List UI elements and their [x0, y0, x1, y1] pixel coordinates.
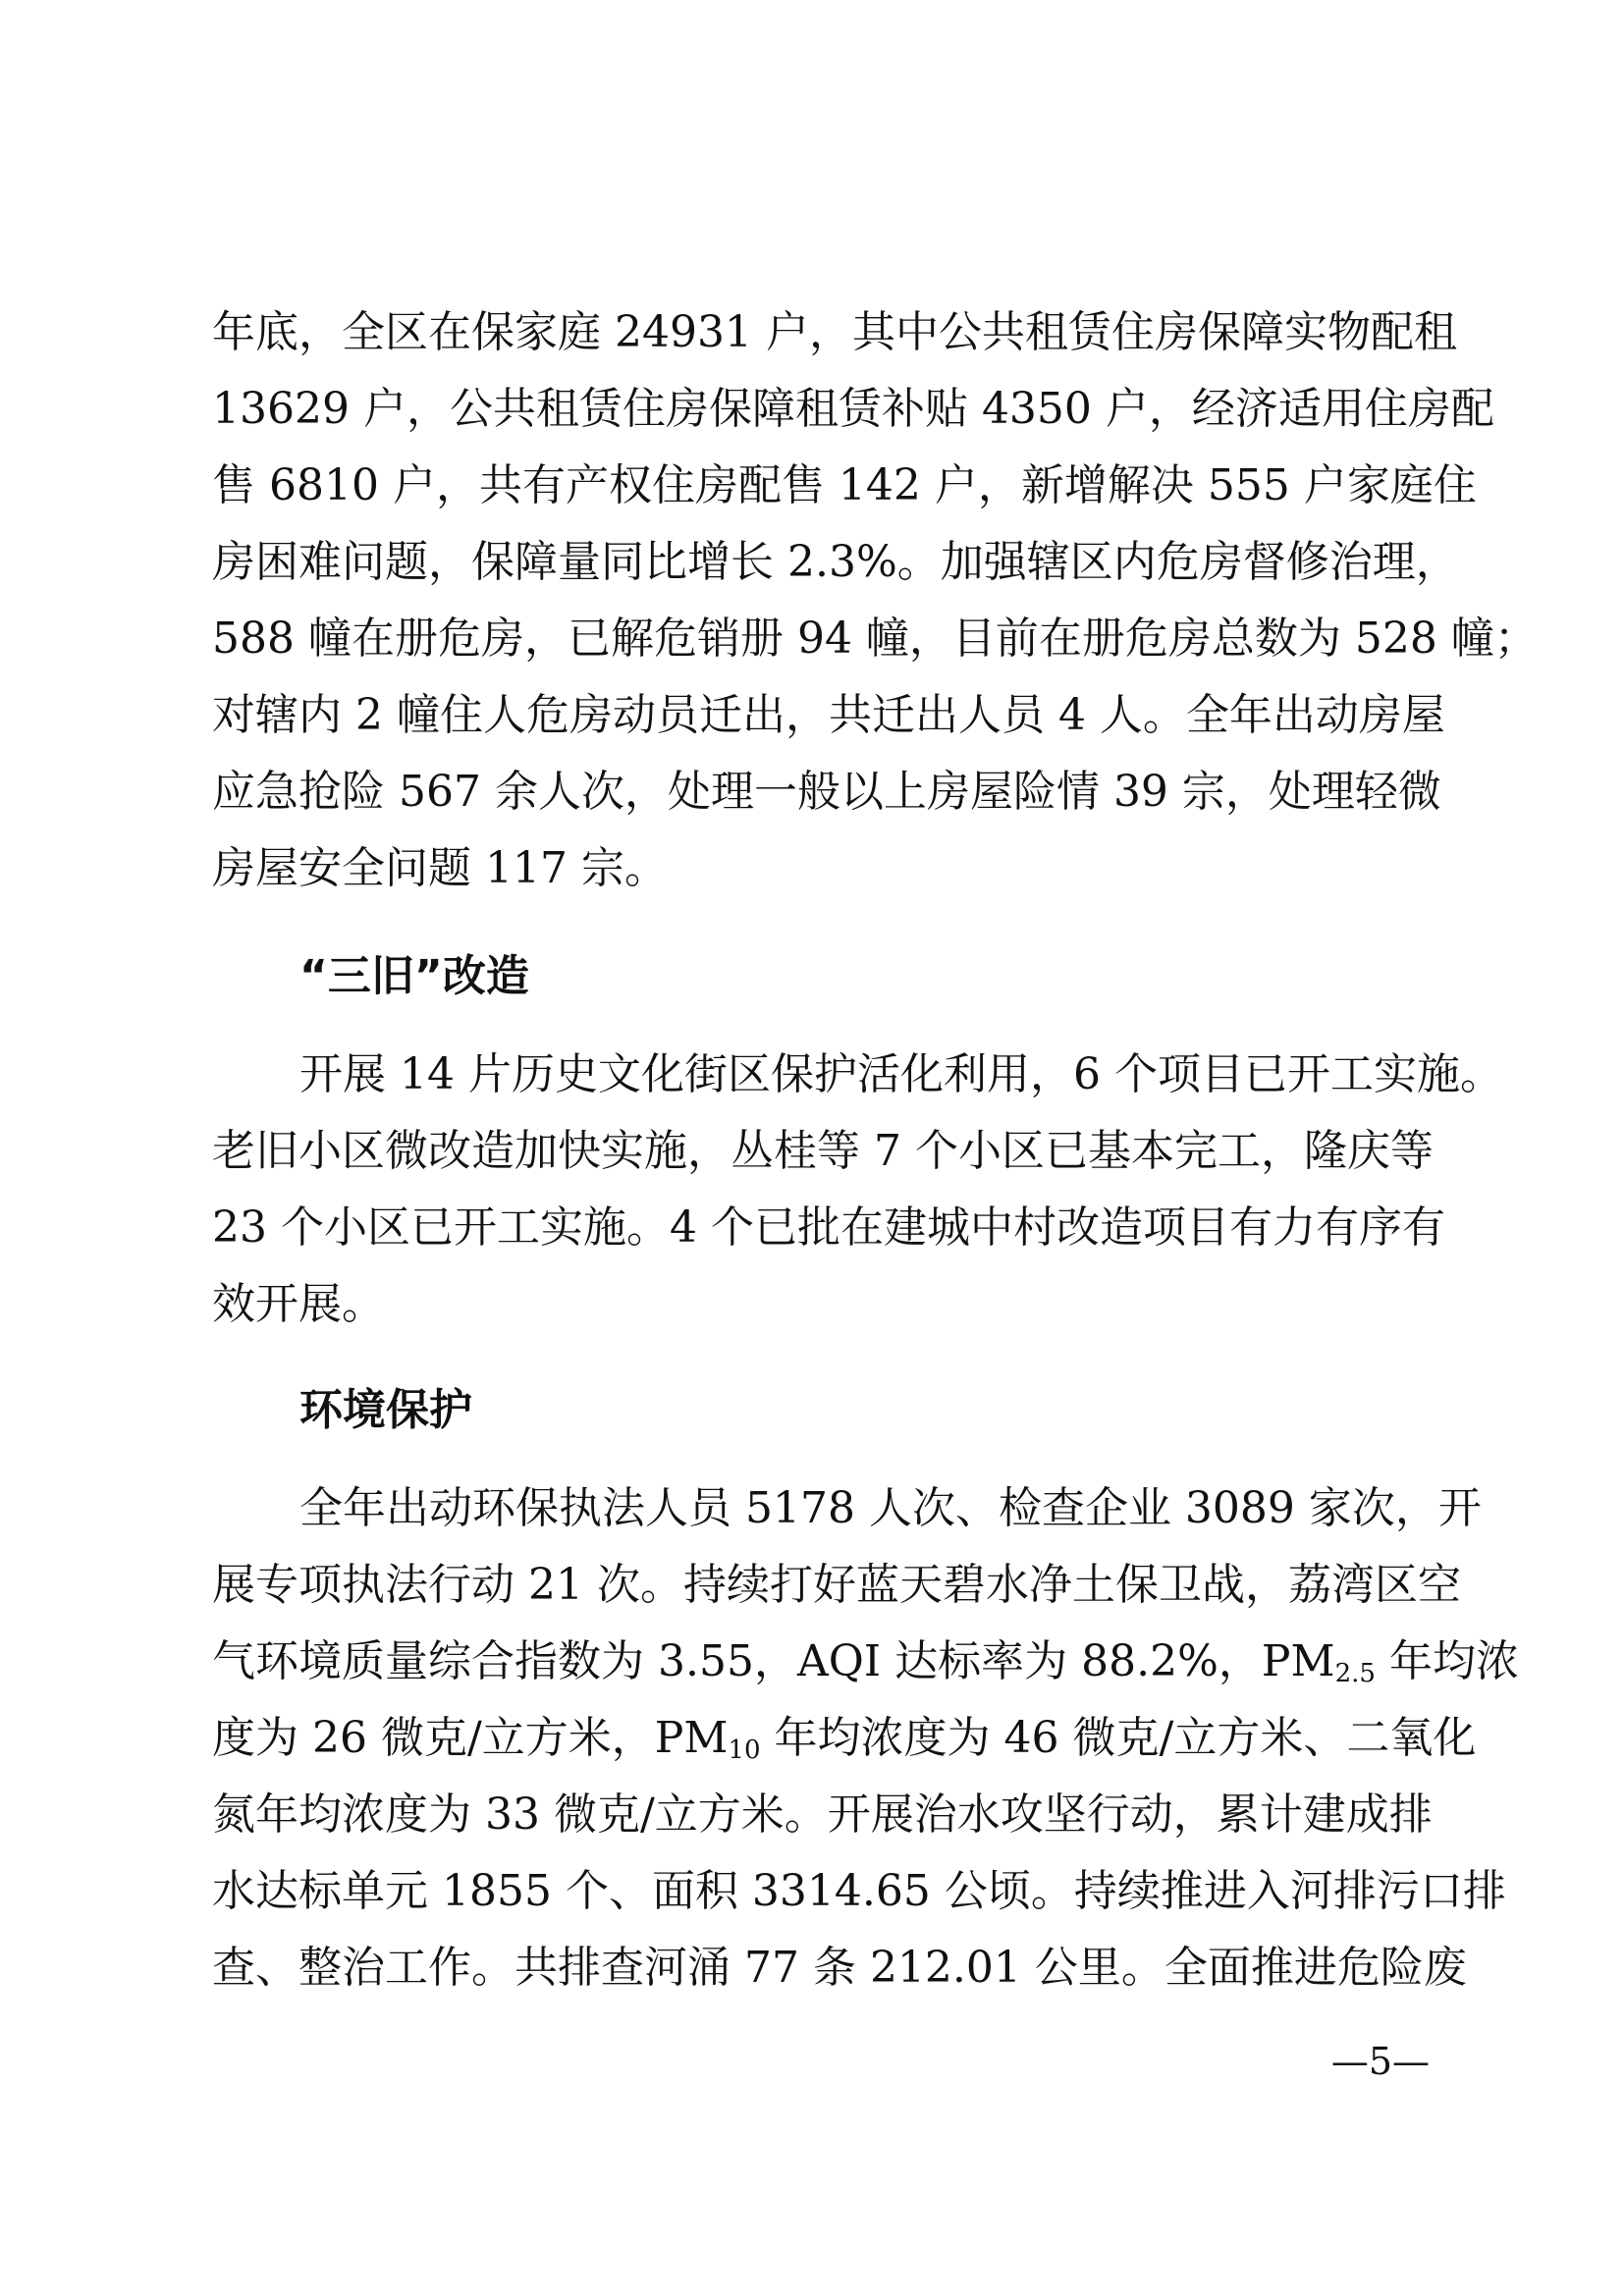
paragraph-line: 全年出动环保执法人员 5178 人次、检查企业 3089 家次，开	[299, 1483, 1482, 1533]
subscript-pm25: 2.5	[1334, 1659, 1376, 1688]
subscript-pm10: 10	[728, 1735, 761, 1765]
text-segment: 度为 26 微克/立方米，PM	[212, 1713, 729, 1763]
paragraph-line: 查、整治工作。共排查河涌 77 条 212.01 公里。全面推进危险废	[212, 1943, 1467, 1993]
paragraph-line: 年底，全区在保家庭 24931 户，其中公共租赁住房保障实物配租	[212, 307, 1457, 357]
paragraph-line: 老旧小区微改造加快实施，丛桂等 7 个小区已基本完工，隆庆等	[212, 1126, 1434, 1176]
section-heading-environment: 环境保护	[299, 1385, 472, 1435]
text-segment: 气环境质量综合指数为 3.55，AQI 达标率为 88.2%，PM	[212, 1636, 1335, 1686]
paragraph-line: 展专项执法行动 21 次。持续打好蓝天碧水净土保卫战，荔湾区空	[212, 1560, 1461, 1610]
page-number: —5—	[1330, 2040, 1430, 2083]
paragraph-line: 应急抢险 567 余人次，处理一般以上房屋险情 39 宗，处理轻微	[212, 767, 1441, 817]
section-heading-renovation: “三旧”改造	[299, 951, 529, 1001]
paragraph-line: 588 幢在册危房，已解危销册 94 幢，目前在册危房总数为 528 幢；	[212, 614, 1538, 664]
text-segment: 年均浓	[1375, 1636, 1519, 1686]
paragraph-line: 房困难问题，保障量同比增长 2.3%。加强辖区内危房督修治理，	[212, 537, 1459, 587]
paragraph-line: 房屋安全问题 117 宗。	[212, 843, 668, 893]
paragraph-line-pm25	[212, 1624, 1519, 1700]
paragraph-line: 23 个小区已开工实施。4 个已批在建城中村改造项目有力有序有	[212, 1202, 1445, 1253]
paragraph-line: 开展 14 片历史文化街区保护活化利用，6 个项目已开工实施。	[299, 1049, 1503, 1099]
paragraph-line: 效开展。	[212, 1279, 385, 1329]
paragraph-line: 水达标单元 1855 个、面积 3314.65 公顷。持续推进入河排污口排	[212, 1866, 1506, 1916]
paragraph-line: 氮年均浓度为 33 微克/立方米。开展治水攻坚行动，累计建成排	[212, 1789, 1433, 1840]
text-segment: 年均浓度为 46 微克/立方米、二氧化	[760, 1713, 1477, 1763]
paragraph-line: 对辖内 2 幢住人危房动员迁出，共迁出人员 4 人。全年出动房屋	[212, 690, 1445, 740]
paragraph-line-pm10	[212, 1700, 1477, 1777]
paragraph-line: 13629 户，公共租赁住房保障租赁补贴 4350 户，经济适用住房配	[212, 384, 1494, 434]
paragraph-line: 售 6810 户，共有产权住房配售 142 户，新增解决 555 户家庭住	[212, 460, 1477, 510]
